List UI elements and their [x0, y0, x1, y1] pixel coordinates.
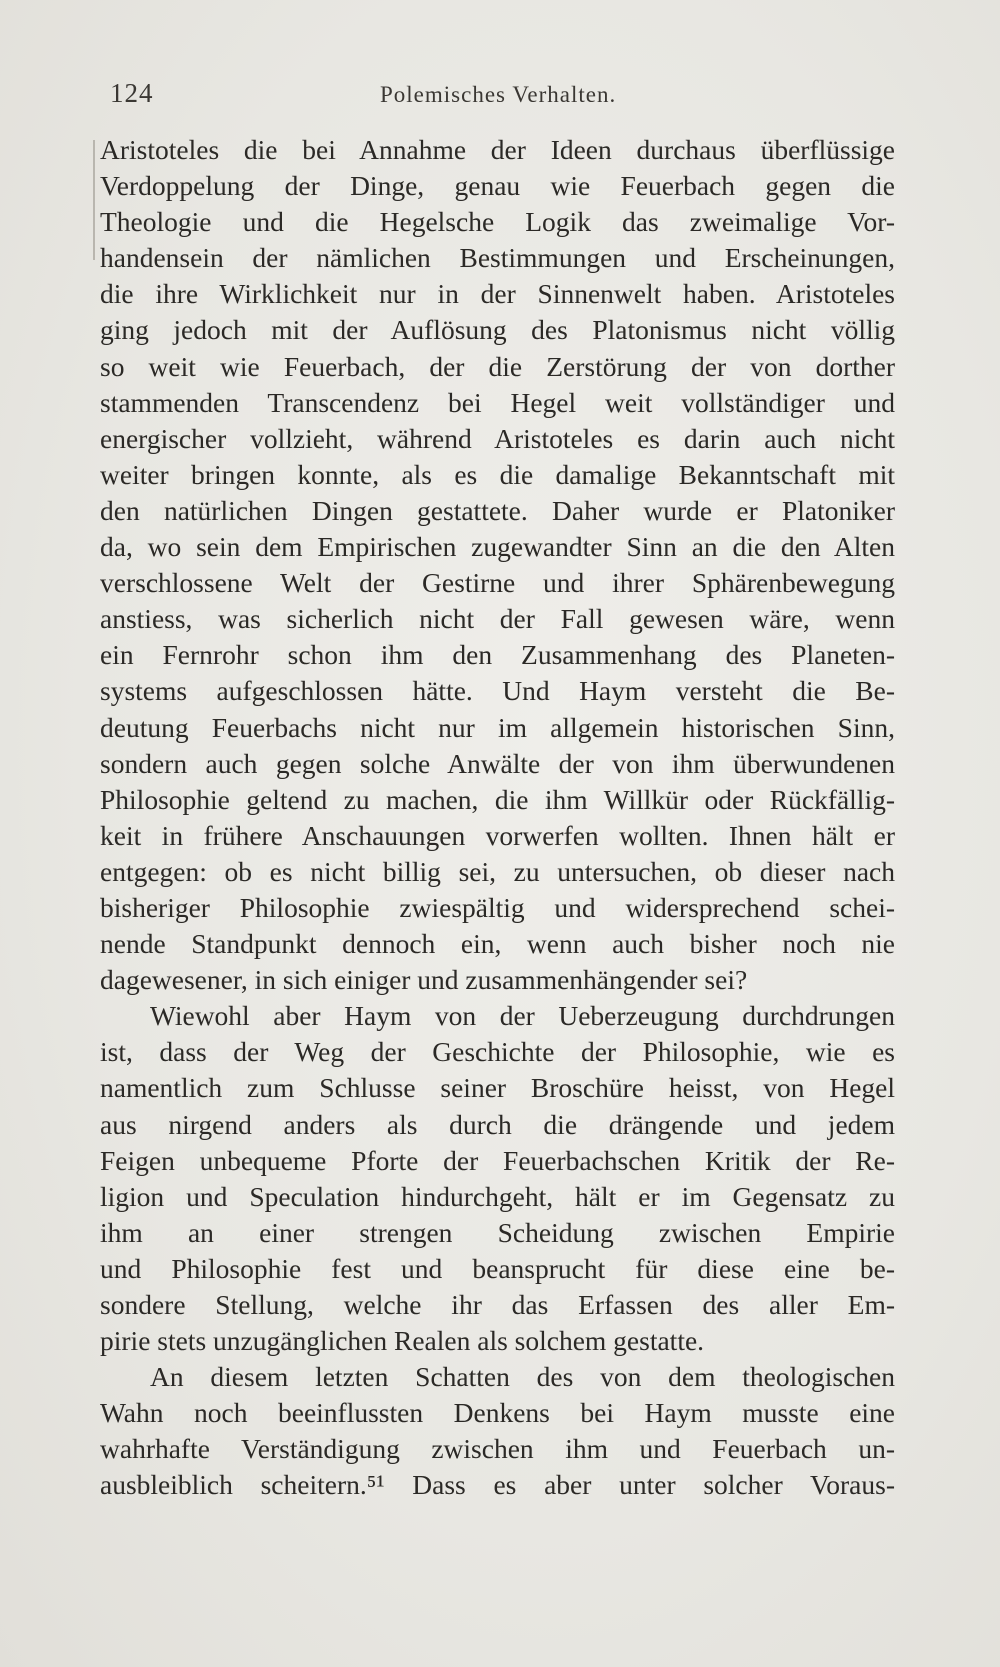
text-line: Philosophie geltend zu machen, die ihm Willkür oder Rückfällig-	[100, 783, 895, 815]
text-line: wahrhafte Verständigung zwischen ihm und Feuerbach un-	[100, 1433, 895, 1465]
page-header	[110, 78, 890, 118]
text-line: Wahn noch beeinflussten Denkens bei Haym musste eine	[100, 1397, 895, 1429]
text-line: Aristoteles die bei Annahme der Ideen durchaus überflüssige	[100, 134, 895, 165]
text-line: bisheriger Philosophie zwiespältig und widersprechend schei-	[100, 891, 895, 923]
text-line: An diesem letzten Schatten des von dem theologischen	[150, 1361, 895, 1393]
text-line: sondern auch gegen solche Anwälte der von ihm überwundenen	[100, 747, 895, 779]
text-line: anstiess, was sicherlich nicht der Fall gewesen wäre, wenn	[100, 603, 895, 635]
text-line: namentlich zum Schlusse seiner Broschüre heisst, von Hegel	[100, 1072, 895, 1104]
running-title: Polemisches Verhalten.	[380, 82, 617, 107]
text-line: ging jedoch mit der Auflösung des Platonismus nicht völlig	[100, 314, 895, 346]
text-line: und Philosophie fest und beansprucht für diese eine be-	[100, 1252, 895, 1284]
text-line: Verdoppelung der Dinge, genau wie Feuerbach gegen die	[100, 170, 895, 202]
text-line: pirie stets unzugänglichen Realen als solchem gestatte.	[100, 1325, 705, 1357]
text-line: die ihre Wirklichkeit nur in der Sinnenwelt haben. Aristoteles	[100, 278, 895, 310]
text-line: systems aufgeschlossen hätte. Und Haym versteht die Be-	[100, 675, 895, 707]
text-line: weiter bringen konnte, als es die damalige Bekanntschaft mit	[100, 458, 895, 490]
text-line: Feigen unbequeme Pforte der Feuerbachschen Kritik der Re-	[100, 1144, 895, 1176]
text-line: stammenden Transcendenz bei Hegel weit vollständiger und	[100, 386, 895, 418]
text-line: deutung Feuerbachs nicht nur im allgemein historischen Sinn,	[100, 711, 895, 743]
text-line: aus nirgend anders als durch die drängende und jedem	[100, 1108, 895, 1140]
text-line: ist, dass der Weg der Geschichte der Philosophie, wie es	[100, 1036, 895, 1068]
text-line: energischer vollzieht, während Aristoteles es darin auch nicht	[100, 422, 895, 454]
text-line: ihm an einer strengen Scheidung zwischen Empirie	[100, 1216, 895, 1248]
margin-mark	[93, 140, 95, 260]
text-line: ausbleiblich scheitern.⁵¹ Dass es aber unter solcher Voraus-	[100, 1469, 895, 1501]
text-line: da, wo sein dem Empirischen zugewandter Sinn an die den Alten	[100, 531, 895, 563]
text-line: den natürlichen Dingen gestattete. Daher wurde er Platoniker	[100, 494, 895, 526]
text-line: keit in frühere Anschauungen vorwerfen wollten. Ihnen hält er	[100, 819, 895, 851]
body-text	[100, 132, 895, 1504]
text-line: entgegen: ob es nicht billig sei, zu untersuchen, ob dieser nach	[100, 855, 895, 887]
page-number: 124	[110, 78, 154, 108]
text-line: nende Standpunkt dennoch ein, wenn auch bisher noch nie	[100, 928, 895, 960]
text-line: Theologie und die Hegelsche Logik das zweimalige Vor-	[100, 206, 895, 238]
text-line: dagewesener, in sich einiger und zusammenhängender sei?	[100, 964, 748, 996]
text-line: verschlossene Welt der Gestirne und ihrer Sphärenbewegung	[100, 567, 895, 599]
text-line: ein Fernrohr schon ihm den Zusammenhang des Planeten-	[100, 639, 895, 671]
text-line: Wiewohl aber Haym von der Ueberzeugung durchdrungen	[150, 1000, 895, 1032]
text-line: sondere Stellung, welche ihr das Erfassen des aller Em-	[100, 1289, 895, 1320]
text-line: handensein der nämlichen Bestimmungen und Erscheinungen,	[100, 242, 895, 274]
text-line: so weit wie Feuerbach, der die Zerstörung der von dorther	[100, 350, 895, 382]
text-line: ligion und Speculation hindurchgeht, hält er im Gegensatz zu	[100, 1180, 895, 1212]
